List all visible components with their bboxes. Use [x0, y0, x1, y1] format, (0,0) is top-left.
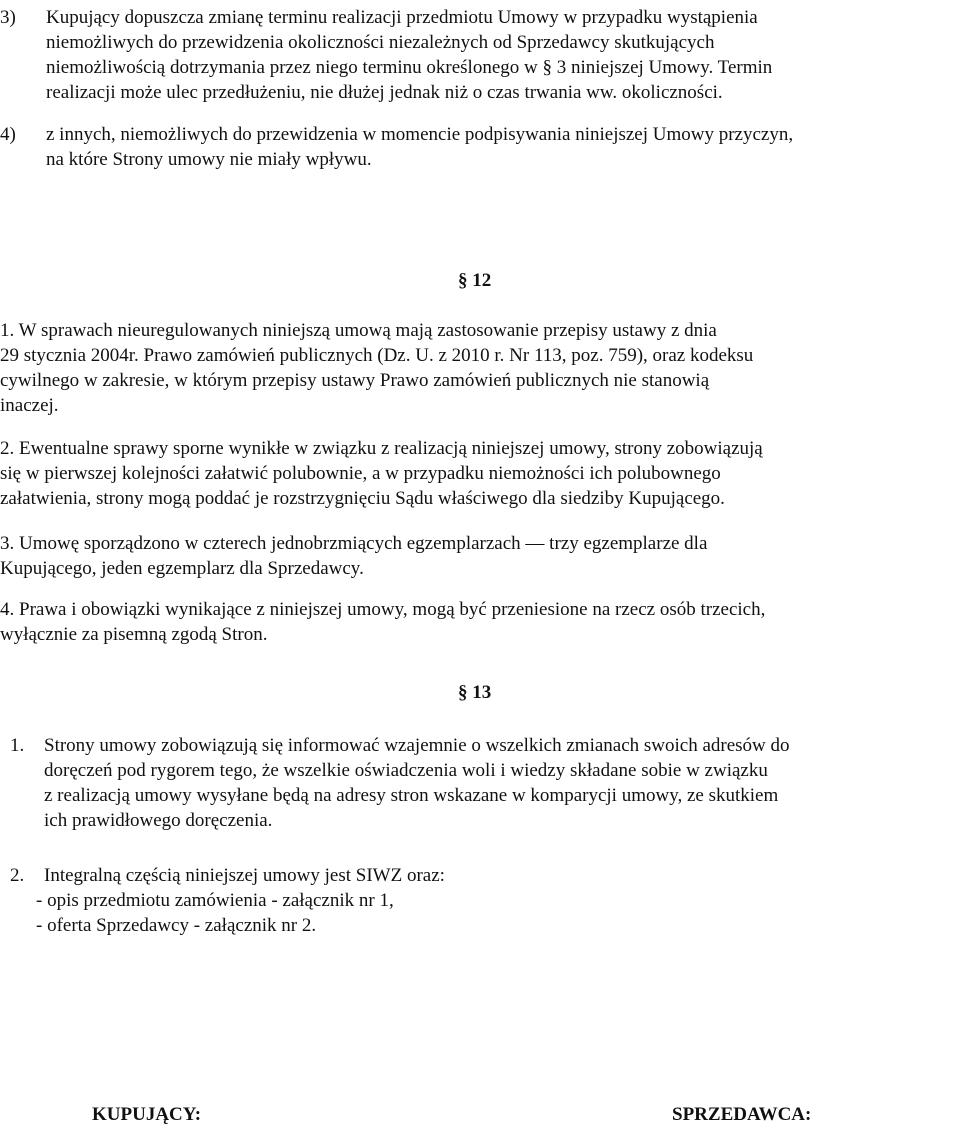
- list-item: - oferta Sprzedawcy - załącznik nr 2.: [36, 915, 317, 936]
- paragraph-line: wyłącznie za pisemną zgodą Stron.: [0, 624, 268, 645]
- item-3-line: niemożliwych do przewidzenia okoliczności niezależnych od Sprzedawcy skutkujących: [46, 32, 715, 53]
- attachment-list: [36, 888, 394, 938]
- paragraph-line: inaczej.: [0, 395, 59, 416]
- item-3-number: 3): [0, 7, 16, 28]
- item-3-line: realizacji może ulec przedłużeniu, nie dłużej jednak niż o czas trwania ww. okoliczności.: [46, 82, 723, 103]
- list-item: - opis przedmiotu zamówienia - załącznik nr 1,: [36, 890, 394, 911]
- item-3-line: Kupujący dopuszcza zmianę terminu realizacji przedmiotu Umowy w przypadku wystąpienia: [46, 7, 758, 28]
- section-13-p2-number: 2.: [10, 865, 25, 886]
- section-12-paragraph-2: [0, 436, 955, 511]
- section-13-paragraph-1: [0, 733, 955, 833]
- paragraph-line: 2. Ewentualne sprawy sporne wynikłe w związku z realizacją niniejszej umowy, strony zobowiązują: [0, 438, 763, 459]
- paragraph-line: 3. Umowę sporządzono w czterech jednobrzmiących egzemplarzach — trzy egzemplarze dla: [0, 533, 708, 554]
- paragraph-line: z realizacją umowy wysyłane będą na adresy stron wskazane w komparycji umowy, ze skutkiem: [44, 785, 779, 806]
- item-4-line: na które Strony umowy nie miały wpływu.: [46, 149, 372, 170]
- paragraph-line: 1. W sprawach nieuregulowanych niniejszą umową mają zastosowanie przepisy ustawy z dnia: [0, 320, 717, 341]
- item-4-line: z innych, niemożliwych do przewidzenia w momencie podpisywania niniejszej Umowy przyczyn,: [46, 124, 794, 145]
- paragraph-line: 29 stycznia 2004r. Prawo zamówień publicznych (Dz. U. z 2010 r. Nr 113, poz. 759), oraz kodeksu: [0, 345, 754, 366]
- section-12-paragraph-3: [0, 531, 955, 581]
- paragraph-line: załatwienia, strony mogą poddać je rozstrzygnięciu Sądu właściwego dla siedziby Kupującego.: [0, 488, 725, 509]
- paragraph-line: doręczeń pod rygorem tego, że wszelkie oświadczenia woli i wiedzy składane sobie w związku: [44, 760, 768, 781]
- item-4-number: 4): [0, 124, 16, 145]
- section-13-p1-text: [44, 733, 955, 833]
- section-12-title: § 12: [458, 270, 492, 291]
- section-13-paragraph-2: [0, 863, 955, 888]
- buyer-signature-label: KUPUJĄCY:: [92, 1104, 202, 1125]
- paragraph-line: Kupującego, jeden egzemplarz dla Sprzedawcy.: [0, 558, 364, 579]
- paragraph-line: 4. Prawa i obowiązki wynikające z niniejszej umowy, mogą być przeniesione na rzecz osób trzecich,: [0, 599, 766, 620]
- item-3-line: niemożliwością dotrzymania przez niego terminu określonego w § 3 niniejszej Umowy. Termin: [46, 57, 773, 78]
- item-4-text: [46, 122, 955, 172]
- item-3-text: [46, 5, 955, 105]
- seller-signature-label: SPRZEDAWCA:: [672, 1104, 812, 1125]
- paragraph-line: cywilnego w zakresie, w którym przepisy ustawy Prawo zamówień publicznych nie stanowią: [0, 370, 710, 391]
- item-4: [0, 122, 955, 172]
- section-13-p2-text: Integralną częścią niniejszej umowy jest SIWZ oraz:: [44, 865, 445, 886]
- paragraph-line: ich prawidłowego doręczenia.: [44, 810, 273, 831]
- paragraph-line: Strony umowy zobowiązują się informować wzajemnie o wszelkich zmianach swoich adresów do: [44, 735, 790, 756]
- section-13-title: § 13: [458, 682, 492, 703]
- section-13-p1-number: 1.: [10, 735, 25, 756]
- section-12-paragraph-4: [0, 597, 955, 647]
- section-12-paragraph-1: [0, 318, 955, 418]
- item-3: [0, 5, 955, 105]
- paragraph-line: się w pierwszej kolejności załatwić polubownie, a w przypadku niemożności ich polubownego: [0, 463, 721, 484]
